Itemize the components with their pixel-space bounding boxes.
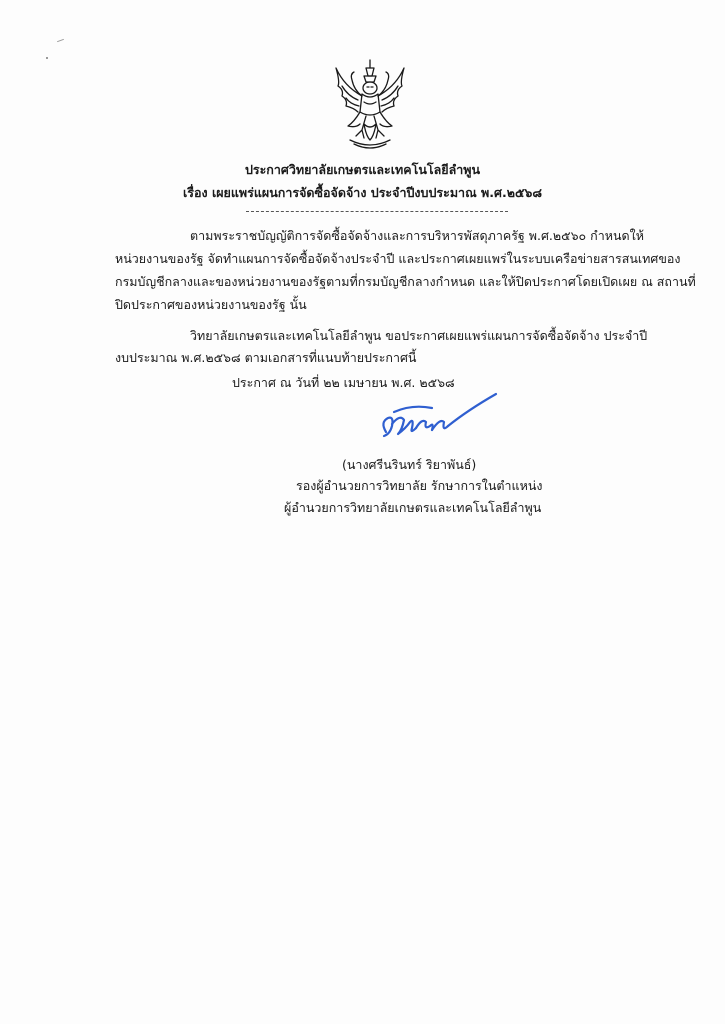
signatory-position: รองผู้อำนวยการวิทยาลัย รักษาการในตำแหน่ง [296,478,543,493]
scan-speck [46,57,48,59]
garuda-emblem-icon [328,56,412,152]
paragraph1-line: หน่วยงานของรัฐ จัดทำแผนการจัดซื้อจัดจ้างประจำปี และประกาศเผยแพร่ในระบบเครือข่ายสารสนเทศของ [115,251,681,266]
paragraph1-line: ปิดประกาศของหน่วยงานของรัฐ นั้น [115,297,307,312]
paragraph1-line: กรมบัญชีกลางและของหน่วยงานของรัฐตามที่กรมบัญชีกลางกำหนด และให้ปิดประกาศโดยเปิดเผย ณ สถานที่ [115,274,696,289]
title-divider [246,211,508,212]
announcement-title: ประกาศวิทยาลัยเกษตรและเทคโนโลยีลำพูน [244,162,481,177]
paragraph2-line: วิทยาลัยเกษตรและเทคโนโลยีลำพูน ขอประกาศเผยแพร่แผนการจัดซื้อจัดจ้าง ประจำปี [190,328,648,343]
signatory-name: (นางศรีนรินทร์ ริยาพันธ์) [342,457,477,472]
announcement-subject: เรื่อง เผยแพร่แผนการจัดซื้อจัดจ้าง ประจำปีงบประมาณ พ.ศ.๒๕๖๘ [183,185,542,200]
announcement-date: ประกาศ ณ วันที่ ๒๒ เมษายน พ.ศ. ๒๕๖๘ [232,375,455,390]
handwritten-signature-icon [372,388,502,450]
paragraph2-line: งบประมาณ พ.ศ.๒๕๖๘ ตามเอกสารที่แนบท้ายประกาศนี้ [115,350,417,365]
signatory-org-position: ผู้อำนวยการวิทยาลัยเกษตรและเทคโนโลยีลำพูน [284,500,542,515]
scan-speck [57,39,64,42]
paragraph1-line: ตามพระราชบัญญัติการจัดซื้อจัดจ้างและการบริหารพัสดุภาครัฐ พ.ศ.๒๕๖๐ กำหนดให้ [190,228,644,243]
